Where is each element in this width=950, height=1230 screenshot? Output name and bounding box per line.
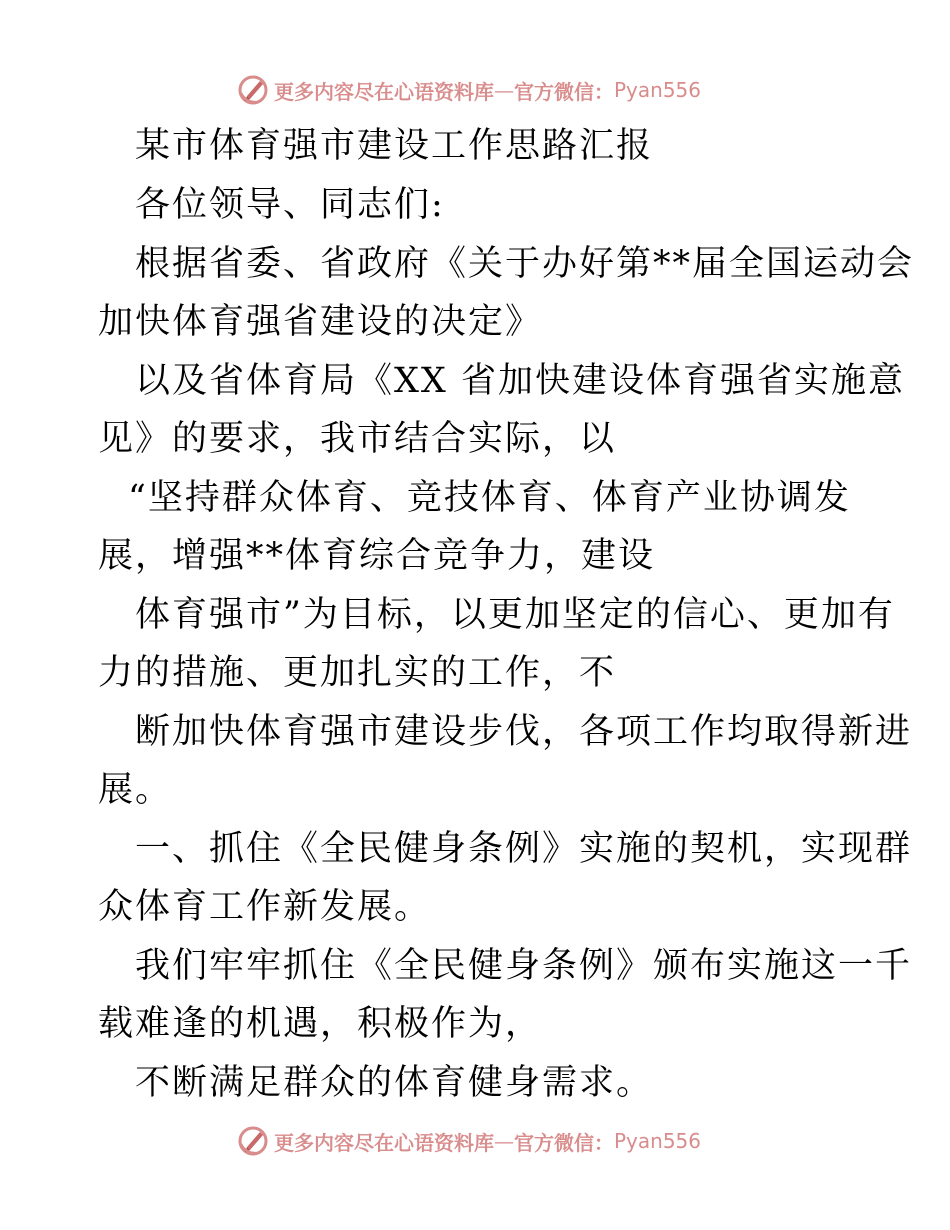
watermark-id: Pyan556	[614, 1129, 702, 1153]
text-line: 加快体育强省建设的决定》	[98, 302, 543, 342]
watermark-separator: —	[494, 78, 514, 102]
watermark-text: 更多内容尽在心语资料库	[274, 79, 494, 104]
document-title: 某市体育强市建设工作思路汇报	[135, 126, 654, 166]
footer-watermark	[236, 1121, 701, 1161]
pen-logo-icon	[236, 73, 270, 107]
watermark-id: Pyan556	[614, 78, 702, 102]
text-line: 体育强市”为目标，以更加坚定的信心、更加有	[135, 595, 895, 635]
text-line: 根据省委、省政府《关于办好第**届全国运动会	[135, 244, 915, 284]
header-watermark	[236, 70, 701, 110]
text-line: 断加快体育强市建设步伐，各项工作均取得新进	[135, 712, 913, 752]
pen-logo-icon	[236, 1124, 270, 1158]
text-line: 各位领导、同志们:	[135, 185, 445, 225]
watermark-text: 更多内容尽在心语资料库	[274, 1130, 494, 1155]
watermark-suffix: 官方微信：	[514, 1130, 614, 1155]
text-line: 以及省体育局《XX 省加快建设体育强省实施意	[135, 361, 905, 401]
text-line: 见》的要求，我市结合实际，以	[98, 419, 617, 459]
text-line: “坚持群众体育、竞技体育、体育产业协调发	[128, 478, 851, 518]
text-line: 不断满足群众的体育健身需求。	[135, 1063, 654, 1103]
watermark-separator: —	[494, 1129, 514, 1153]
text-line: 一、抓住《全民健身条例》实施的契机，实现群	[135, 829, 913, 869]
text-line: 载难逢的机遇，积极作为，	[98, 1004, 543, 1044]
text-line: 展。	[98, 770, 173, 810]
text-line: 众体育工作新发展。	[98, 887, 432, 927]
text-line: 展，增强**体育综合竞争力，建设	[98, 536, 656, 576]
watermark-suffix: 官方微信：	[514, 79, 614, 104]
text-line: 我们牢牢抓住《全民健身条例》颁布实施这一千	[135, 946, 913, 986]
text-line: 力的措施、更加扎实的工作，不	[98, 653, 617, 693]
